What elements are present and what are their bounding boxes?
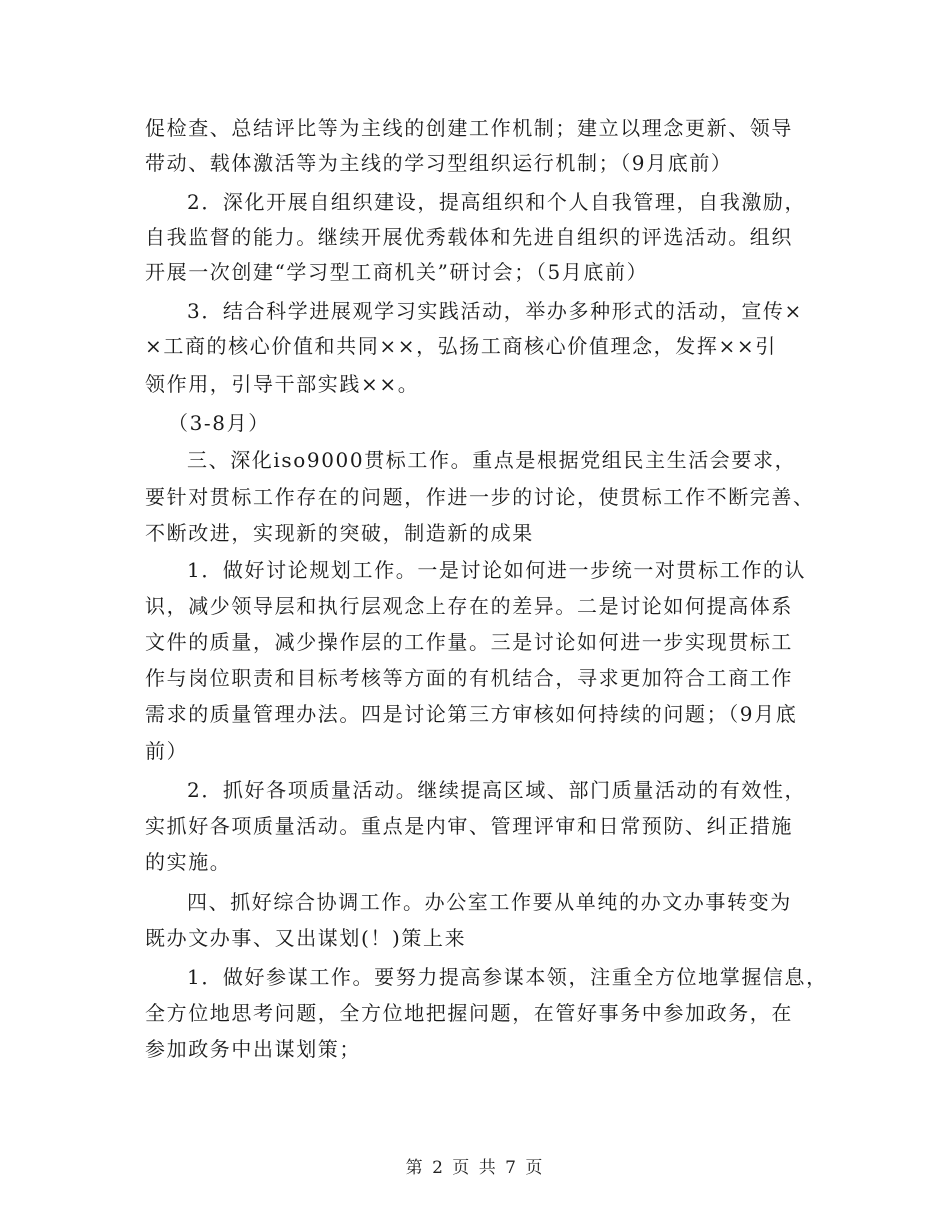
text-line: 2．抓好各项质量活动。继续提高区域、部门质量活动的有效性， xyxy=(187,778,807,802)
text-line: 1．做好讨论规划工作。一是讨论如何进一步统一对贯标工作的认 xyxy=(187,558,807,582)
text-line: 促检查、总结评比等为主线的创建工作机制；建立以理念更新、领导 xyxy=(145,116,793,140)
text-line: 开展一次创建“学习型工商机关”研讨会；（5月底前） xyxy=(145,260,649,284)
text-line: 三、深化iso9000贯标工作。重点是根据党组民主生活会要求， xyxy=(187,448,797,472)
text-line: 识，减少领导层和执行层观念上存在的差异。二是讨论如何提高体系 xyxy=(145,594,793,618)
text-line: 的实施。 xyxy=(145,850,232,874)
text-line: 自我监督的能力。继续开展优秀载体和先进自组织的评选活动。组织 xyxy=(145,225,793,249)
text-line: （3-8月） xyxy=(168,411,270,435)
text-line: 文件的质量，减少操作层的工作量。三是讨论如何进一步实现贯标工 xyxy=(145,630,793,654)
text-line: 作与岗位职责和目标考核等方面的有机结合，寻求更加符合工商工作 xyxy=(145,666,793,690)
text-line: 不断改进，实现新的突破，制造新的成果 xyxy=(145,521,534,545)
text-line: 带动、载体激活等为主线的学习型组织运行机制；（9月底前） xyxy=(145,151,733,175)
text-line: 前） xyxy=(145,739,189,763)
text-line: 3．结合科学进展观学习实践活动，举办多种形式的活动，宣传× xyxy=(187,299,803,323)
text-line: ×工商的核心价值和共同××，弘扬工商核心价值理念，发挥××引 xyxy=(145,334,777,358)
text-line: 四、抓好综合协调工作。办公室工作要从单纯的办文办事转变为 xyxy=(187,890,792,914)
text-line: 实抓好各项质量活动。重点是内审、管理评审和日常预防、纠正措施 xyxy=(145,814,793,838)
text-line: 2．深化开展自组织建设，提高组织和个人自我管理，自我激励， xyxy=(187,190,807,214)
page-number-footer: 第 2 页 共 7 页 xyxy=(405,1158,545,1178)
text-line: 全方位地思考问题，全方位地把握问题，在管好事务中参加政务，在 xyxy=(145,1001,793,1025)
text-line: 要针对贯标工作存在的问题，作进一步的讨论，使贯标工作不断完善、 xyxy=(145,485,815,509)
text-line: 需求的质量管理办法。四是讨论第三方审核如何持续的问题；（9月底 xyxy=(145,702,798,726)
text-line: 既办文办事、又出谋划(！)策上来 xyxy=(145,926,467,950)
text-line: 参加政务中出谋划策； xyxy=(145,1037,361,1061)
text-line: 1．做好参谋工作。要努力提高参谋本领，注重全方位地掌握信息， xyxy=(187,965,828,989)
text-line: 领作用，引导干部实践××。 xyxy=(145,372,420,396)
